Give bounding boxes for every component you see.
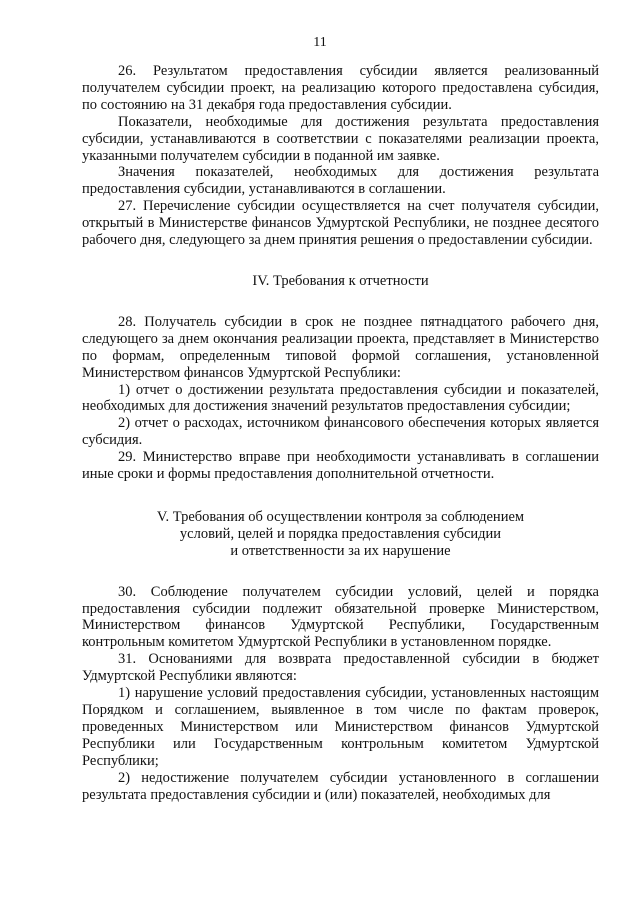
paragraph-27: 27. Перечисление субсидии осуществляется на счет получателя субсидии, открытый в Министерстве финансов Удмуртской Республики, не позднее десятого рабочего дня, следующего за днем принятия решения о предоставлении субсидии.: [82, 198, 599, 249]
paragraph-31-item-2: 2) недостижение получателем субсидии установленного в соглашении результата предоставления субсидии и (или) показателей, необходимых для: [82, 769, 599, 803]
section-4-heading: IV. Требования к отчетности: [252, 272, 429, 289]
section-5-heading-line-3: и ответственности за их нарушение: [230, 542, 451, 559]
document-body: [82, 63, 599, 803]
paragraph-31: 31. Основаниями для возврата предоставленной субсидии в бюджет Удмуртской Республики являются:: [82, 651, 599, 685]
section-5-heading-line-2: условий, целей и порядка предоставления субсидии: [179, 525, 502, 542]
paragraph-28: 28. Получатель субсидии в срок не позднее пятнадцатого рабочего дня, следующего за днем окончания реализации проекта, представляет в Министерство по формам, определенным типовой формой соглашения, установленной Министерством финансов Удмуртской Республики:: [82, 313, 599, 381]
paragraph-31-item-1: 1) нарушение условий предоставления субсидии, установленных настоящим Порядком и соглашением, выявленное в том числе по фактам проверок, проведенных Министерством или Министерством финансов Удмуртской Республики или Государственным контрольным комитетом Удмуртской Республики;: [82, 685, 599, 769]
section-5-heading-line-1: V. Требования об осуществлении контроля за соблюдением: [156, 508, 525, 525]
paragraph-26: 26. Результатом предоставления субсидии является реализованный получателем субсидии проект, на реализацию которого предоставлена субсидия, по состоянию на 31 декабря года предоставления субсидии.: [82, 63, 599, 113]
paragraph-29: 29. Министерство вправе при необходимости устанавливать в соглашении иные сроки и формы предоставления дополнительной отчетности.: [82, 449, 599, 483]
paragraph-indicator-values: Значения показателей, необходимых для достижения результата предоставления субсидии, устанавливаются в соглашении.: [82, 164, 599, 198]
section-5-heading: [82, 509, 599, 560]
paragraph-28-item-1: 1) отчет о достижении результата предоставления субсидии и показателей, необходимых для достижения значений результатов предоставления субсидии;: [82, 381, 599, 415]
paragraph-indicators: Показатели, необходимые для достижения результата предоставления субсидии, устанавливаются в соответствии с показателями реализации проекта, указанными получателем субсидии в поданной им заявке.: [82, 113, 599, 164]
page-number: 11: [313, 35, 327, 50]
paragraph-28-item-2: 2) отчет о расходах, источником финансового обеспечения которых является субсидия.: [82, 415, 599, 449]
paragraph-30: 30. Соблюдение получателем субсидии условий, целей и порядка предоставления субсидии подлежит обязательной проверке Министерством, Министерством финансов Удмуртской Республики, Государственным контрольным комитетом Удмуртской Республики в установленном порядке.: [82, 583, 599, 651]
